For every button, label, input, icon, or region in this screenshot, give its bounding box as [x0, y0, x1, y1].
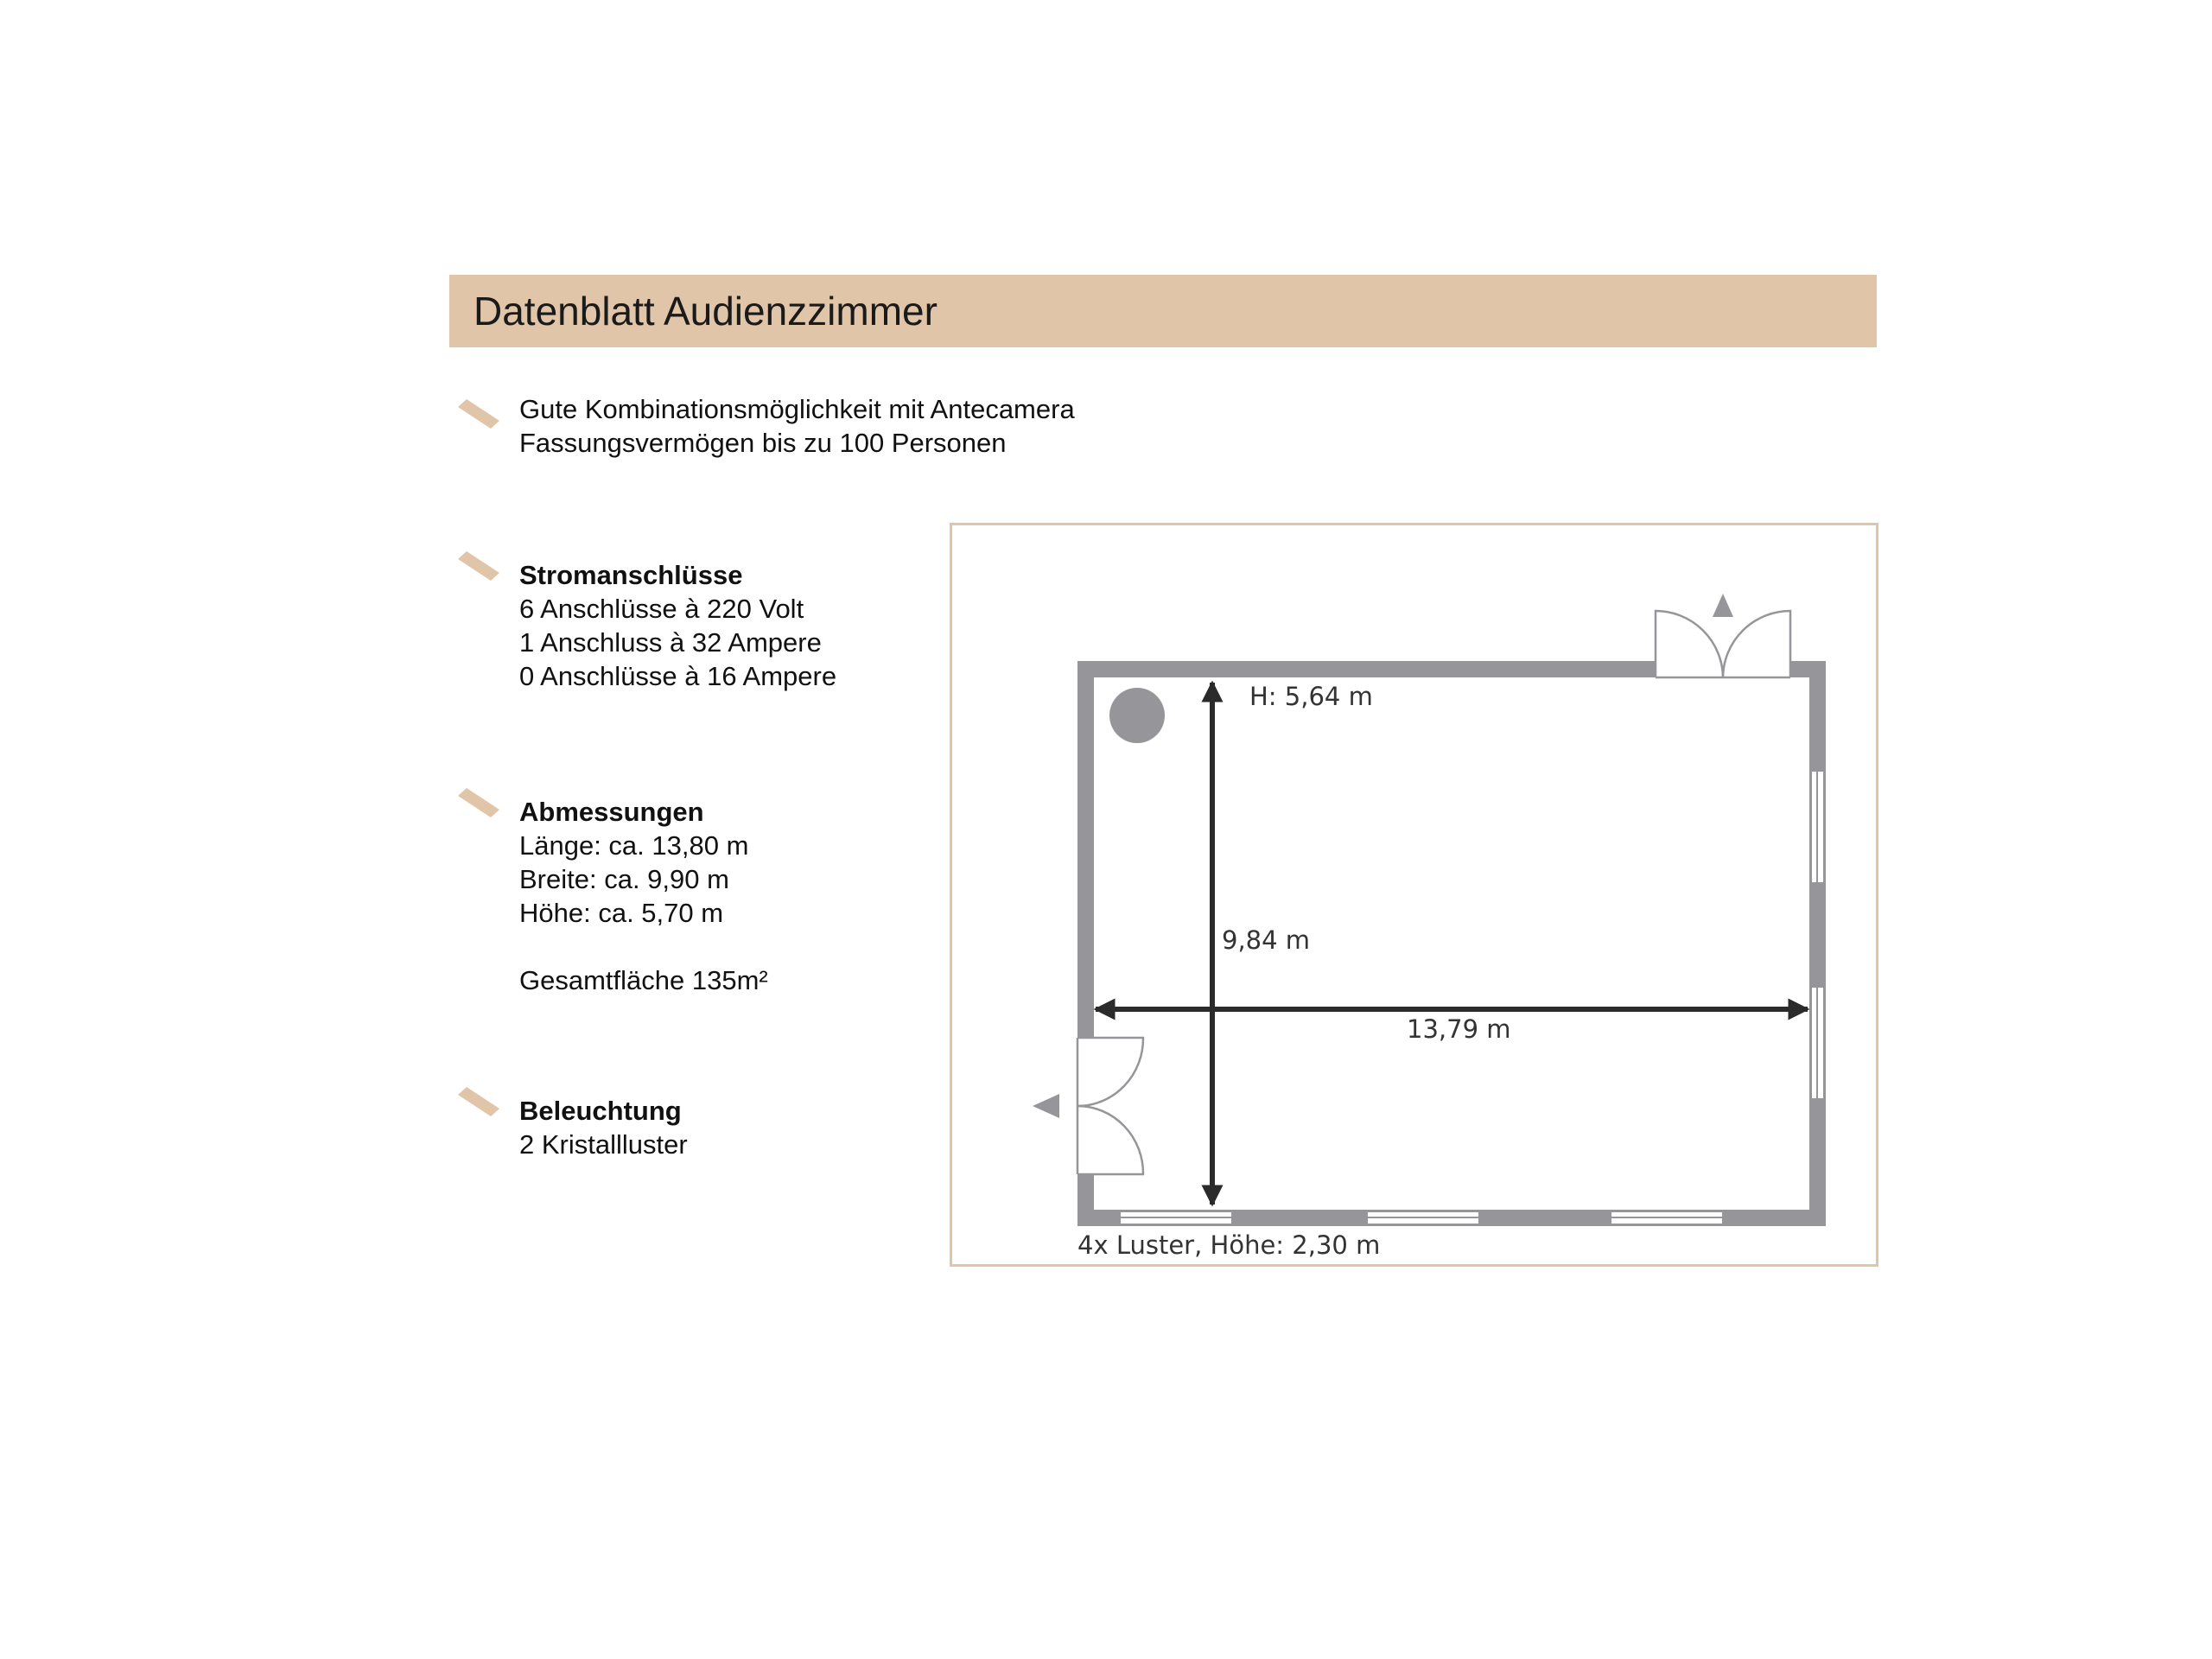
- intro-line: Fassungsvermögen bis zu 100 Personen: [519, 428, 1007, 458]
- info-line: 0 Anschlüsse à 16 Ampere: [519, 661, 837, 691]
- page-title: Datenblatt Audienzzimmer: [474, 289, 938, 334]
- length-label: 13,79 m: [1407, 1014, 1511, 1044]
- info-line: 2 Kristallluster: [519, 1129, 688, 1160]
- width-label: 9,84 m: [1222, 925, 1311, 955]
- info-line: 6 Anschlüsse à 220 Volt: [519, 594, 804, 624]
- top-door-icon: [1656, 594, 1790, 677]
- section-heading: Abmessungen: [519, 797, 704, 827]
- info-line: Höhe: ca. 5,70 m: [519, 898, 724, 928]
- section-heading: Stromanschlüsse: [519, 560, 743, 590]
- windows: [1120, 771, 1824, 1224]
- left-door-icon: [1033, 1038, 1143, 1174]
- total-area: Gesamtfläche 135m²: [519, 965, 768, 995]
- info-line: Länge: ca. 13,80 m: [519, 830, 749, 861]
- section-heading: Beleuchtung: [519, 1096, 682, 1126]
- info-line: 1 Anschluss à 32 Ampere: [519, 627, 822, 658]
- luster-label: 4x Luster, Höhe: 2,30 m: [1077, 1230, 1381, 1260]
- pillar-icon: [1109, 688, 1165, 743]
- intro-line: Gute Kombinationsmöglichkeit mit Antecamera: [519, 394, 1075, 424]
- height-label: H: 5,64 m: [1249, 682, 1373, 711]
- walls: [1077, 661, 1826, 1226]
- info-line: Breite: ca. 9,90 m: [519, 864, 729, 894]
